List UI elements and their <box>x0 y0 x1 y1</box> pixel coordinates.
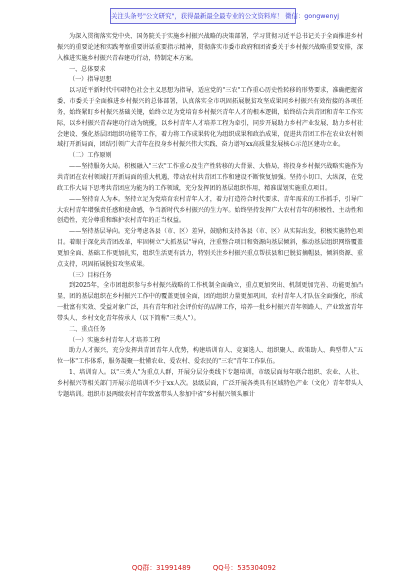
intro-paragraph: 为深入贯彻落实党中央、国务院关于实施乡村振兴战略的决策部署，学习贯彻习近平总书记关于全面推进乡村振兴的重要论述和实践考察重要讲话重要指示精神，贯彻落实市委市政府和团省委关于乡村振兴战略重要安排，深入推进实施乡村振兴青春建功行动，特制定本方案。 <box>57 33 363 62</box>
subheading-goals: （三）目标任务 <box>69 271 112 279</box>
document-body <box>57 32 363 401</box>
contact-footer <box>0 562 408 576</box>
subheading-guiding-ideology: （一）指导思想 <box>69 76 112 84</box>
promo-banner[interactable]: 关注头条号"公文研究"，获得最新最全最专业的公文资料库！ 微信：gongwenyj <box>110 8 296 24</box>
subheading-work-principles: （二）工作原则 <box>69 152 112 160</box>
paragraph-grassroots: ——坚持基层导向。充分考虑各县（市、区）差异，鼓励和支持各县（市、区）从实际出发，积极实施特色项目。着眼于深化共青团改革，牢固树立"大抓基层"导向，注重整合项目和资源向基层倾斜，推动基层组织网络覆盖更加全面、基础工作更加扎实，组织生活更有活力，特别关注乡村振兴重点帮扶县和已脱贫摘帽县，倾斜资源、重点支持，巩固拓展脱贫攻坚成果。 <box>57 228 363 268</box>
qq-group: QQ群：31991489 <box>131 564 191 572</box>
section-heading-key-tasks: 二、重点任务 <box>69 325 106 333</box>
qq-number: QQ号：535304092 <box>212 564 277 572</box>
section-heading-general: 一、总体要求 <box>69 65 106 73</box>
paragraph-training: 1、培训育人。以"三类人"为重点人群，开展分层分类线下专题培训，市级层面每年联合组织、农业、人社、乡村振兴等相关部门开展示范培训不少于xx人次。县级层面，广泛开展各类具有区域特色产业（文化）青年带头人专题培训。组织市县两级农村青年致富带头人参加中省"乡村振兴领头雁计 <box>57 369 363 398</box>
paragraph-talent-project: 助力人才振兴，充分发挥共青团青年人优势，构建培训育人、竞赛选人、组织聚人、政策助人、典型带人"五位一体"工作体系，服务凝聚一批懂农业、爱农村、爱农民的"三农"青年工作队伍。 <box>57 347 363 366</box>
subheading-talent-project: （一）实施乡村青年人才培养工程 <box>69 336 161 344</box>
paragraph-serve-overall: ——坚持服务大局。积极融入"三农"工作重心及生产性转移的大背景、大格局，将投身乡村振兴战略实施作为共青团在农村领域打开新局面的重大机遇，带动农村共青团工作和建设不断恢复加强。坚持小切口、大纵深，在党政工作大局下思考共青团应为能为的工作领域，充分发挥团的基层组织作用，精准谋划实施重点项目。 <box>57 163 363 192</box>
paragraph-goals: 到2025年，全市团组织参与乡村振兴战略的工作机制全面确立，重点更加突出、机制更加完善、功能更加凸显，团的基层组织在乡村振兴工作中的覆盖更加全面，团的组织力量更加巩固，农村青年人才队伍全面强化，形成一批富有实效、受益对象广泛，具有青年和社会评价好的品牌工作，培养一批乡村振兴青年领路人、产业致富青年带头人、乡村文化青年传承人（以下简称"三类人"）。 <box>57 282 363 322</box>
paragraph-guiding-ideology: 以习近平新时代中国特色社会主义思想为指导，适应党的"三农"工作重心历史性转移的形势要求，准确把握省委、市委关于全面推进乡村振兴的总体部署，认真落实全市巩固拓展脱贫攻坚成果同乡村振兴有效衔接的各项任务，始终紧盯乡村振兴基础关键，始终立足为党培育乡村振兴青年人才的根本逻辑，始终结合共青团和青年工作实际，以乡村振兴青春建功行动为统揽，以乡村青年人才培养工程为牵引，同步开展助力乡村产业发展、助力乡村社会建设、强化基层团组织功能等工作，着力将工作成果转化为组织成果和政治成果，促进共青团工作在农业农村领域打开新局面，团结引领广大青年在投身乡村振兴伟大实践、奋力谱写xx高质量发展核心示范区建功立业。 <box>57 87 363 149</box>
paragraph-people-oriented: ——坚持育人为本。坚持立足为党培育农村青年人才，着力打造符合时代要求、青年需求的工作抓手，引导广大农村青年增强责任感和使命感，争当新时代乡村振兴的生力军。始终坚持发挥广大农村青年的积极性、主动性和创造性，充分尊重和维护农村青年的正当权益。 <box>57 195 363 225</box>
